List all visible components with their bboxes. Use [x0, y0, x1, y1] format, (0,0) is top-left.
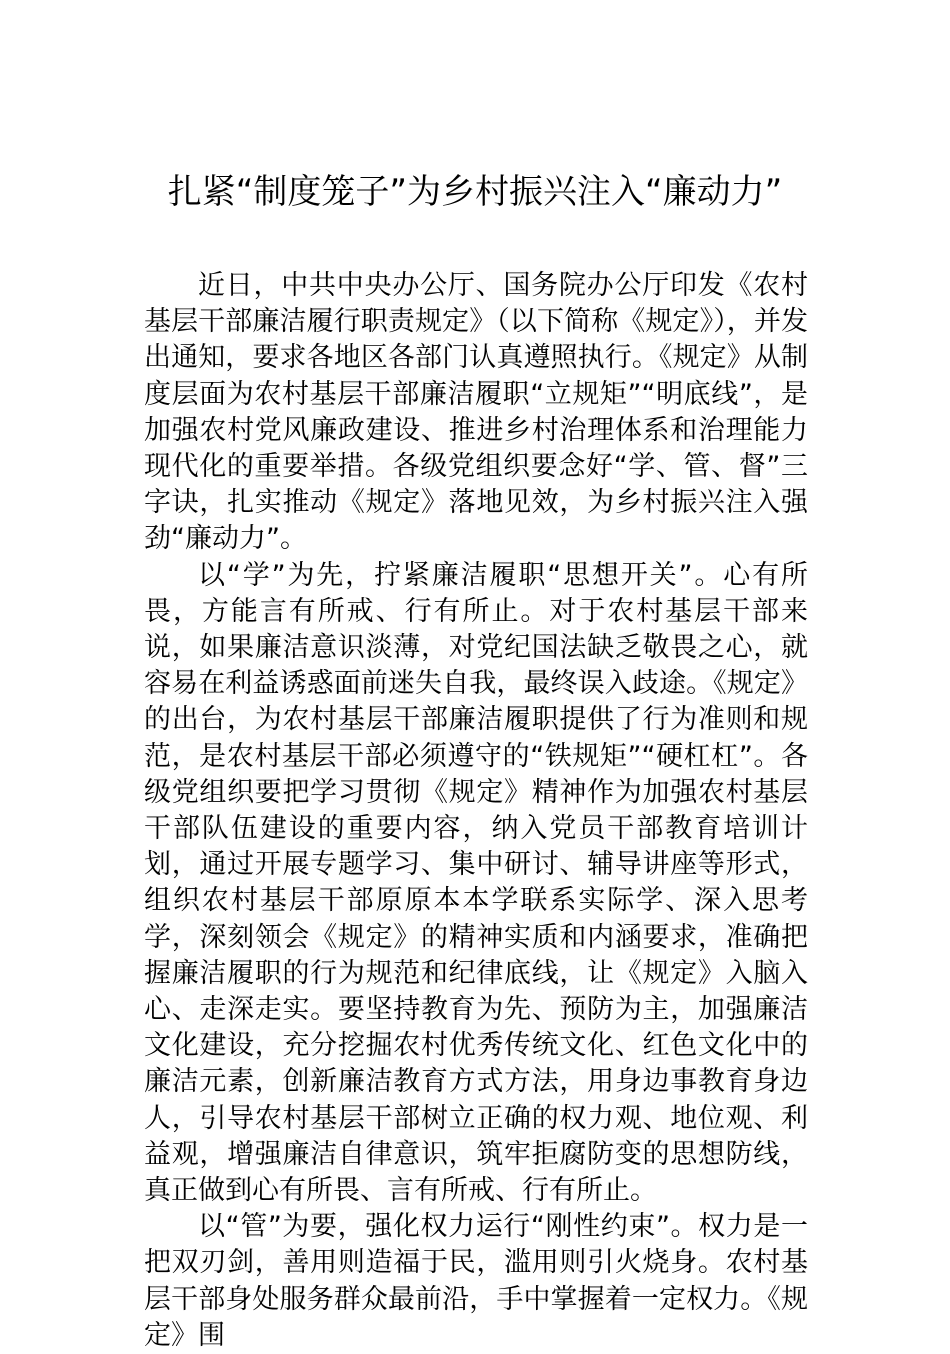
paragraph-1: 近日，中共中央办公厅、国务院办公厅印发《农村基层干部廉洁履行职责规定》（以下简称《规定》），并发出通知，要求各地区各部门认真遵照执行。《规定》从制度层面为农村基层干部廉洁履职“立规矩”“明底线”，是加强农村党风廉政建设、推进乡村治理体系和治理能力现代化的重要举措。各级党组织要念好“学、管、督”三字诀，扎实推动《规定》落地见效，为乡村振兴注入强劲“廉动力”。: [144, 270, 808, 555]
paragraph-3: 以“管”为要，强化权力运行“刚性约束”。权力是一把双刃剑，善用则造福于民，滥用则引火烧身。农村基层干部身处服务群众最前沿，手中掌握着一定权力。《规定》围: [144, 1211, 808, 1351]
document-title: 扎紧“制度笼子”为乡村振兴注入“廉动力”: [167, 172, 783, 212]
paragraph-2: 以“学”为先，拧紧廉洁履职“思想开关”。心有所畏，方能言有所戒、行有所止。对于农村基层干部来说，如果廉洁意识淡薄，对党纪国法缺乏敬畏之心，就容易在利益诱惑面前迷失自我，最终误入歧途。《规定》的出台，为农村基层干部廉洁履职提供了行为准则和规范，是农村基层干部必须遵守的“铁规矩”“硬杠杠”。各级党组织要把学习贯彻《规定》精神作为加强农村基层干部队伍建设的重要内容，纳入党员干部教育培训计划，通过开展专题学习、集中研讨、辅导讲座等形式，组织农村基层干部原原本本学联系实际学、深入思考学，深刻领会《规定》的精神实质和内涵要求，准确把握廉洁履职的行为规范和纪律底线，让《规定》入脑入心、走深走实。要坚持教育为先、预防为主，加强廉洁文化建设，充分挖掘农村优秀传统文化、红色文化中的廉洁元素，创新廉洁教育方式方法，用身边事教育身边人，引导农村基层干部树立正确的权力观、地位观、利益观，增强廉洁自律意识，筑牢拒腐防变的思想防线，真正做到心有所畏、言有所戒、行有所止。: [144, 559, 808, 1207]
document-body: [144, 268, 808, 1354]
